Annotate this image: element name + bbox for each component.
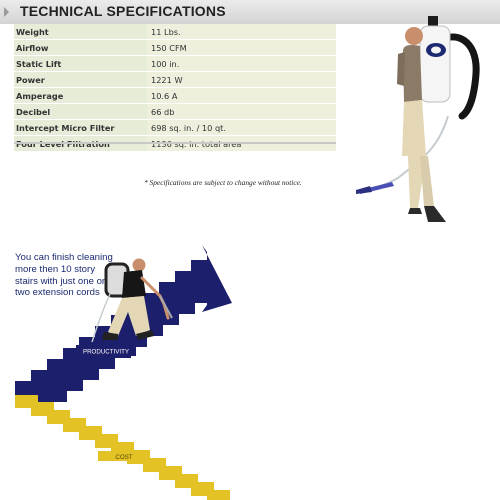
spec-value: 11 Lbs.: [147, 24, 336, 40]
spec-value: 1221 W: [147, 72, 336, 88]
spec-label: Weight: [14, 24, 147, 40]
spec-label: Amperage: [14, 88, 147, 104]
spec-value: 698 sq. in. / 10 qt.: [147, 120, 336, 136]
spec-label: Power: [14, 72, 147, 88]
spec-value: 100 in.: [147, 56, 336, 72]
cost-stairs-graphic: [15, 395, 230, 500]
productivity-label: PRODUCTIVITY: [82, 348, 130, 356]
spec-value: 66 db: [147, 104, 336, 120]
spec-label: Airflow: [14, 40, 147, 56]
spec-label: Static Lift: [14, 56, 147, 72]
cost-label: COST: [115, 454, 133, 461]
spec-label: Intercept Micro Filter: [14, 120, 147, 136]
spec-disclaimer: * Specifications are subject to change without notice.: [144, 178, 302, 187]
backpack-vacuum-man-image: [356, 16, 476, 222]
spec-value: 10.6 A: [147, 88, 336, 104]
promo-text: You can finish cleaning more then 10 story stairs with just one or two extension cords: [15, 252, 113, 299]
spec-value: 150 CFM: [147, 40, 336, 56]
spec-label: Decibel: [14, 104, 147, 120]
spec-title: TECHNICAL SPECIFICATIONS: [20, 3, 226, 19]
